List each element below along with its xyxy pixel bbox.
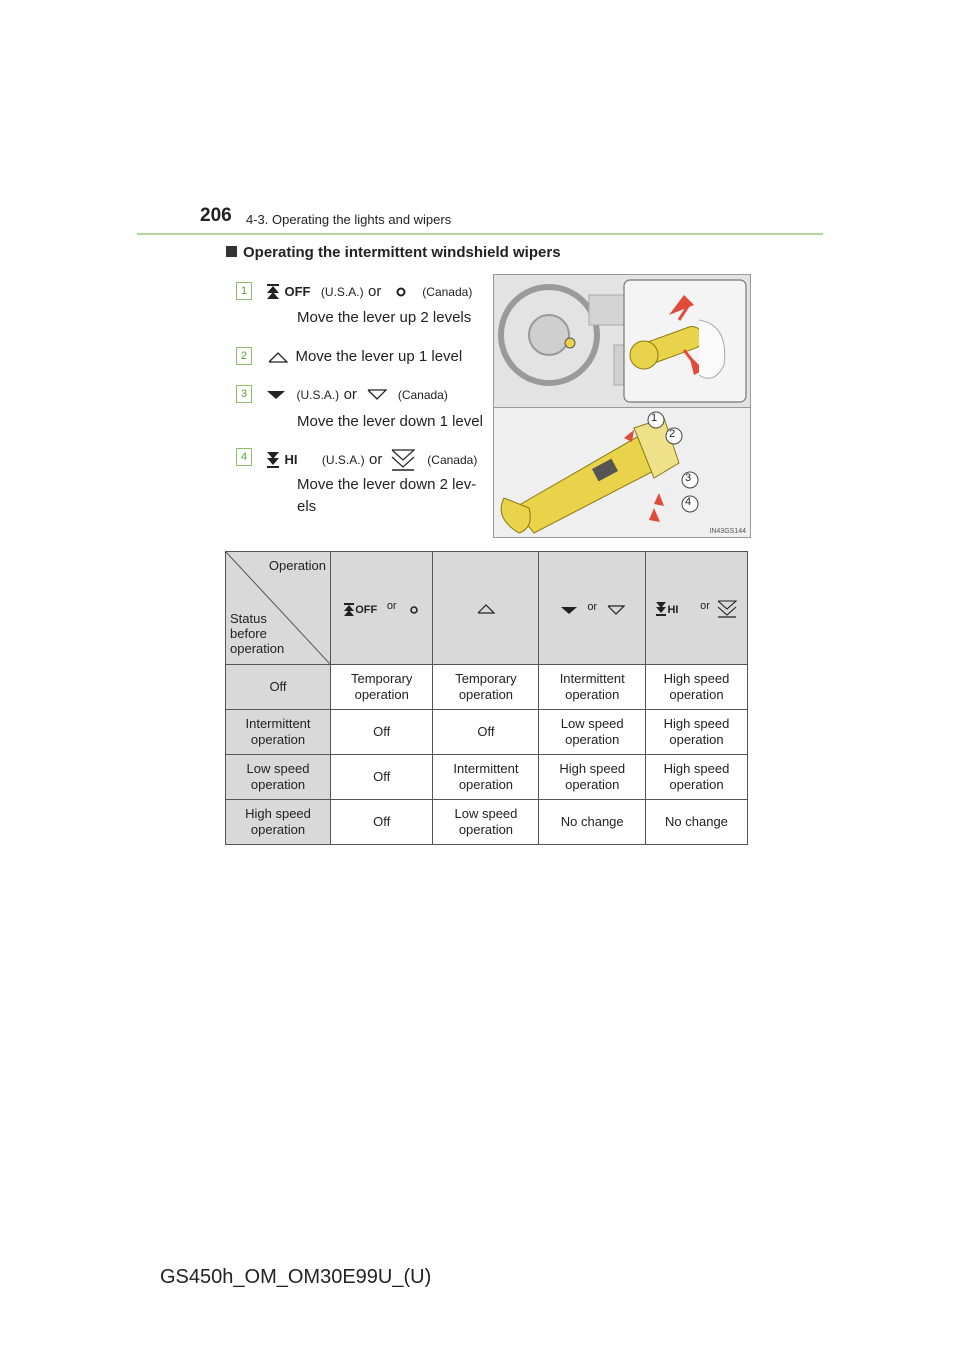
column-header-down-2: HI $^{or}$ <box>645 552 747 665</box>
table-cell: Off <box>331 755 433 800</box>
table-cell: Off <box>331 710 433 755</box>
step-number-3: 3 <box>236 385 252 403</box>
canada-label: (Canada) <box>397 388 448 402</box>
wiper-down-double-outline-icon <box>391 449 415 471</box>
usa-label: (U.S.A.) <box>321 453 365 468</box>
table-row <box>226 665 748 710</box>
lever-closeup-view <box>494 408 750 537</box>
section-title: 4-3. Operating the lights and wipers <box>246 212 452 227</box>
off-symbol: OFF <box>284 284 311 299</box>
bullet-square-icon <box>226 246 237 257</box>
wiper-up-outline-icon <box>268 351 288 363</box>
step-number-2: 2 <box>236 347 252 365</box>
usa-label: (U.S.A.) <box>320 285 364 299</box>
callout-1: 1 <box>651 412 658 424</box>
wiper-down-outline-icon <box>607 605 625 615</box>
step-4-symbols <box>266 449 477 471</box>
step-number-1: 1 <box>236 282 252 300</box>
canada-label: (Canada) <box>422 285 473 299</box>
wiper-operation-table <box>225 551 748 845</box>
step-2-text: Move the lever up 1 level <box>295 348 463 365</box>
step-4-text-line2: els <box>297 498 317 515</box>
wiper-down-outline-icon <box>367 389 387 400</box>
table-cell: Temporary operation <box>331 665 433 710</box>
or-label: or <box>369 451 383 469</box>
callout-3: 3 <box>685 472 692 484</box>
row-status: Low speed operation <box>226 755 331 800</box>
page-number: 206 <box>200 205 232 226</box>
table-cell: Off <box>331 800 433 845</box>
wiper-lever-illustration <box>493 274 751 538</box>
row-status: Off <box>226 665 331 710</box>
mist-circle-icon <box>408 605 420 615</box>
corner-status-label: Status before operation <box>230 611 285 656</box>
table-cell: High speed operation <box>645 755 747 800</box>
callout-2: 2 <box>669 428 676 440</box>
wiper-down-double-icon <box>266 451 280 469</box>
table-cell: No change <box>539 800 645 845</box>
table-cell: High speed operation <box>645 665 747 710</box>
wiper-down-double-outline-icon <box>717 600 737 618</box>
table-cell: High speed operation <box>539 755 645 800</box>
figure-code: IN43GS144 <box>709 528 746 535</box>
table-cell: No change <box>645 800 747 845</box>
step-3-symbols <box>266 386 448 404</box>
hi-symbol: HI <box>284 452 298 468</box>
wiper-up-outline-icon <box>477 603 495 614</box>
section-heading: Operating the intermittent windshield wipers <box>226 244 561 261</box>
step-1-symbols <box>266 283 472 301</box>
row-status: Intermittent operation <box>226 710 331 755</box>
wiper-up-double-icon <box>343 603 355 617</box>
wiper-down-double-icon <box>655 601 667 617</box>
dashboard-view <box>494 275 750 408</box>
or-label: or <box>368 283 382 300</box>
step-number-4: 4 <box>236 448 252 466</box>
table-row <box>226 710 748 755</box>
mist-circle-icon <box>394 286 408 298</box>
table-header-row <box>226 552 748 665</box>
table-cell: Temporary operation <box>433 665 539 710</box>
wiper-down-filled-icon <box>266 390 286 400</box>
lever-drawing <box>494 408 750 537</box>
column-header-up-2: OFF $^{or}$ <box>331 552 433 665</box>
step-1-text: Move the lever up 2 levels <box>297 309 472 326</box>
corner-operation-label: Operation <box>268 558 326 573</box>
header-rule <box>137 233 823 235</box>
usa-label: (U.S.A.) <box>296 388 340 402</box>
column-header-up-1 <box>433 552 539 665</box>
or-label: or <box>343 386 357 403</box>
row-status: High speed operation <box>226 800 331 845</box>
wiper-down-filled-icon <box>560 606 578 615</box>
table-cell: Low speed operation <box>433 800 539 845</box>
column-header-down-1: or <box>539 552 645 665</box>
step-4-text-line1: Move the lever down 2 lev- <box>297 476 477 493</box>
table-cell: High speed operation <box>645 710 747 755</box>
table-corner-cell <box>226 552 331 665</box>
table-cell: Intermittent operation <box>539 665 645 710</box>
wiper-up-double-icon <box>266 284 280 300</box>
table-row <box>226 800 748 845</box>
table-cell: Intermittent operation <box>433 755 539 800</box>
callout-4: 4 <box>685 496 692 508</box>
table-cell: Off <box>433 710 539 755</box>
document-code: GS450h_OM_OM30E99U_(U) <box>160 1266 432 1288</box>
step-3-text: Move the lever down 1 level <box>297 413 483 430</box>
table-cell: Low speed operation <box>539 710 645 755</box>
table-row <box>226 755 748 800</box>
dashboard-drawing <box>494 275 750 407</box>
canada-label: (Canada) <box>427 453 478 468</box>
step-2-line <box>268 348 462 366</box>
